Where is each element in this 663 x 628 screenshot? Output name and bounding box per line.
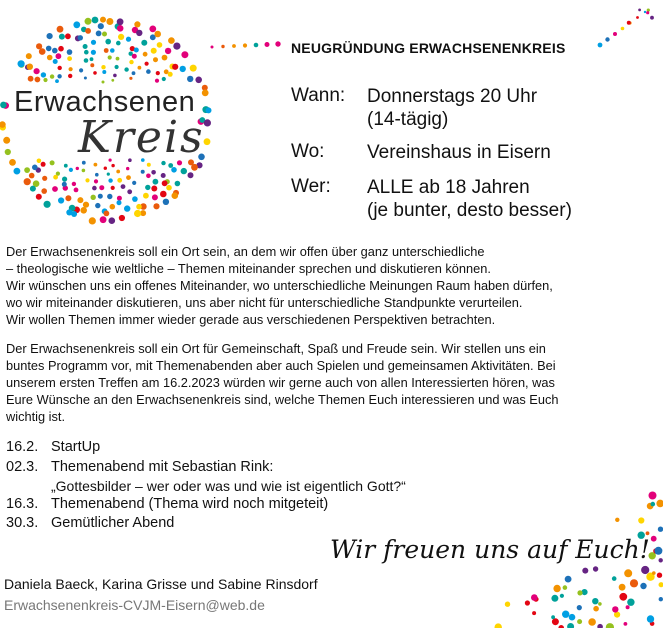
confetti-dot: [73, 21, 80, 28]
confetti-dot: [109, 217, 116, 224]
confetti-dot: [50, 74, 54, 78]
confetti-dot: [126, 175, 131, 180]
confetti-dot: [532, 611, 536, 615]
confetti-dot: [119, 215, 125, 221]
confetti-dot: [151, 48, 157, 54]
confetti-dot: [57, 26, 64, 33]
confetti-dot: [85, 178, 89, 182]
confetti-dot: [195, 77, 202, 84]
schedule-item-text: Gemütlicher Abend: [51, 515, 175, 531]
paragraph-line: wo wir miteinander diskutieren, uns aber nicht für unterschiedliche Standpunkte verurteilen.: [6, 295, 523, 310]
confetti-dot: [232, 44, 236, 48]
confetti-dot: [99, 185, 104, 190]
confetti-dot: [36, 43, 42, 49]
confetti-dot: [85, 18, 92, 25]
confetti-dot: [90, 63, 94, 67]
confetti-dot: [243, 43, 247, 47]
paragraph-line: buntes Programm vor, mit Themenabenden aber auch Spielen und gemeinsamen Aktivitäten. Bei: [6, 358, 556, 373]
confetti-dot: [132, 54, 137, 59]
confetti-dot: [162, 77, 166, 81]
confetti-dot: [111, 79, 114, 82]
confetti-dot: [162, 55, 168, 61]
confetti-dot: [211, 46, 214, 49]
confetti-dot: [110, 48, 115, 53]
confetti-dot: [58, 66, 62, 70]
confetti-dot: [161, 173, 166, 178]
confetti-dot: [74, 188, 79, 193]
confetti-dot: [136, 30, 142, 36]
confetti-dot: [102, 70, 106, 74]
confetti-dot: [30, 186, 36, 192]
confetti-dot: [593, 606, 599, 612]
confetti-dot: [111, 186, 115, 190]
confetti-dot: [171, 167, 177, 173]
confetti-dot: [650, 16, 654, 20]
confetti-dot: [531, 594, 538, 601]
confetti-dot: [155, 79, 159, 83]
confetti-dot: [190, 65, 197, 72]
confetti-dot: [46, 46, 52, 52]
confetti-dot: [92, 17, 99, 24]
confetti-dot: [173, 43, 180, 50]
confetti-dot: [168, 72, 173, 77]
confetti-dot: [104, 211, 110, 217]
paragraph-line: Der Erwachsenenkreis soll ein Ort sein, an dem wir offen über ganz unterschiedliche: [6, 244, 485, 259]
confetti-dot: [102, 81, 105, 84]
confetti-dot: [62, 177, 67, 182]
confetti-dot: [18, 60, 25, 67]
confetti-dot: [638, 517, 644, 523]
confetti-dot: [134, 21, 140, 27]
confetti-dot: [612, 576, 617, 581]
confetti-dot: [598, 602, 602, 606]
confetti-dot: [117, 18, 124, 25]
confetti-dot: [624, 622, 628, 626]
confetti-dot: [92, 186, 97, 191]
paragraph-line: Wir wollen Themen immer wieder gerade aus verschiedenen Perspektiven betrachten.: [6, 312, 496, 327]
confetti-dot: [47, 55, 53, 61]
confetti-dot: [84, 50, 89, 55]
info-value-line: Donnerstags 20 Uhr: [367, 86, 538, 107]
confetti-dot: [647, 615, 654, 622]
confetti-dot: [93, 71, 97, 75]
confetti-dot: [9, 159, 16, 166]
confetti-dot: [562, 611, 569, 618]
confetti-dot: [162, 180, 168, 186]
confetti-dot: [134, 210, 141, 217]
confetti-dot: [641, 566, 649, 574]
confetti-dot: [659, 558, 663, 562]
confetti-dot: [65, 195, 71, 201]
confetti-dot: [116, 57, 120, 61]
info-value-line: (je bunter, desto besser): [367, 200, 572, 221]
confetti-dot: [83, 202, 89, 208]
confetti-dot: [126, 167, 129, 170]
confetti-dot: [577, 605, 582, 610]
confetti-dot: [78, 35, 83, 40]
confetti-dot: [626, 605, 630, 609]
schedule-date: 16.3.: [6, 496, 39, 512]
confetti-dot: [646, 11, 649, 14]
confetti-dot: [5, 149, 11, 155]
confetti-dot: [117, 196, 122, 201]
confetti-dot: [129, 60, 133, 64]
confetti-dot: [145, 62, 149, 66]
confetti-dot: [118, 34, 124, 40]
confetti-dot: [65, 33, 71, 39]
confetti-dot: [84, 58, 89, 63]
confetti-dot: [110, 204, 116, 210]
confetti-dot: [64, 164, 68, 168]
confetti-dot: [153, 57, 158, 62]
confetti-dot: [98, 23, 104, 29]
schedule-date: 02.3.: [6, 459, 39, 475]
info-value-line: (14-tägig): [367, 109, 449, 130]
confetti-dot: [29, 173, 35, 179]
confetti-dot: [651, 502, 656, 507]
confetti-dot: [27, 63, 33, 69]
confetti-dot: [652, 571, 656, 575]
closing-greeting: Wir freuen uns auf Euch!: [330, 535, 650, 564]
confetti-dot: [156, 71, 160, 75]
confetti-dot: [101, 65, 105, 69]
confetti-dot: [172, 192, 179, 199]
confetti-dot: [56, 53, 62, 59]
paragraph-line: Wir wünschen uns ein offenes Miteinander, wo unterschiedliche Meinungen Raum haben dürfen,: [6, 278, 553, 293]
confetti-dot: [606, 623, 614, 628]
confetti-dot: [107, 173, 110, 176]
info-value-who: [367, 176, 572, 222]
confetti-dot: [95, 173, 99, 177]
community-paragraph: [6, 340, 656, 425]
confetti-dot: [187, 76, 193, 82]
confetti-dot: [565, 576, 572, 583]
confetti-dot: [627, 21, 631, 25]
confetti-dot: [593, 566, 598, 571]
confetti-dot: [638, 9, 641, 12]
paragraph-line: unserem ersten Treffen am 16.2.2023 würden wir gerne auch von allen Interessierten hören, was: [6, 375, 555, 390]
paragraph-line: wichtig ist.: [6, 409, 66, 424]
confetti-dot: [105, 39, 111, 45]
confetti-dot: [69, 168, 73, 172]
confetti-dot: [121, 184, 126, 189]
page-title: NEUGRÜNDUNG ERWACHSENENKREIS: [291, 40, 566, 56]
confetti-dot: [58, 197, 64, 203]
confetti-dot: [95, 203, 100, 208]
confetti-dot: [567, 623, 574, 628]
confetti-dot: [44, 201, 51, 208]
confetti-dot: [76, 167, 79, 170]
confetti-dot: [117, 200, 122, 205]
confetti-dot: [621, 27, 625, 31]
confetti-dot: [597, 624, 603, 628]
confetti-dot: [180, 66, 186, 72]
confetti-dot: [32, 165, 38, 171]
organizer-names: Daniela Baeck, Karina Grisse und Sabine Rinsdorf: [4, 576, 318, 592]
info-value-line: ALLE ab 18 Jahren: [367, 177, 530, 198]
confetti-dot: [115, 65, 119, 69]
confetti-dot: [657, 573, 662, 578]
confetti-dot: [55, 79, 59, 83]
confetti-dot: [147, 163, 151, 167]
info-value-where: [367, 141, 551, 164]
confetti-dot: [100, 216, 107, 223]
confetti-dot: [50, 160, 55, 165]
confetti-dot: [24, 167, 30, 173]
confetti-dot: [100, 17, 106, 23]
confetti-dot: [90, 57, 94, 61]
confetti-dot: [117, 25, 124, 32]
confetti-dot: [615, 518, 619, 522]
confetti-dot: [36, 194, 42, 200]
confetti-dot: [505, 602, 510, 607]
schedule-item-text: Themenabend mit Sebastian Rink:: [51, 459, 274, 475]
confetti-dot: [102, 32, 107, 37]
confetti-dot: [592, 598, 598, 604]
info-value-line: Vereinshaus in Eisern: [367, 142, 551, 163]
confetti-dot: [168, 163, 173, 168]
confetti-dot: [221, 45, 224, 48]
confetti-dot: [0, 102, 7, 109]
confetti-dot: [138, 66, 142, 70]
logo-wordmark-kreis: Kreis: [78, 112, 205, 163]
confetti-dot: [151, 170, 156, 175]
confetti-dot: [168, 37, 175, 44]
confetti-dot: [563, 585, 568, 590]
confetti-dot: [108, 178, 112, 182]
info-label-who: Wer:: [291, 176, 331, 197]
paragraph-line: Der Erwachsenenkreis soll ein Ort für Gemeinschaft, Spaß und Freude sein. Wir stellen uns ein: [6, 341, 546, 356]
confetti-dot: [53, 175, 58, 180]
confetti-dot: [91, 40, 96, 45]
confetti-dot: [127, 189, 132, 194]
confetti-dot: [37, 159, 42, 164]
confetti-dot: [28, 76, 34, 82]
confetti-dot: [47, 33, 53, 39]
confetti-dot: [275, 41, 280, 46]
confetti-dot: [91, 50, 96, 55]
confetti-dot: [654, 547, 662, 555]
schedule-item-text: Themenabend (Thema wird noch mitgeteit): [51, 496, 329, 512]
confetti-dot: [612, 606, 618, 612]
confetti-dot: [577, 590, 582, 595]
confetti-dot: [14, 168, 21, 175]
confetti-dot: [57, 74, 61, 78]
confetti-dot: [41, 188, 47, 194]
confetti-dot: [551, 595, 558, 602]
paragraph-line: Eure Wünsche an den Erwachsenenkreis sind, welche Themen Euch interessieren und was Euch: [6, 392, 559, 407]
confetti-dot: [495, 623, 502, 628]
confetti-dot: [80, 207, 87, 214]
confetti-dot: [640, 583, 646, 589]
confetti-dot: [124, 205, 130, 211]
confetti-dot: [41, 162, 46, 167]
schedule-item-text: StartUp: [51, 439, 101, 455]
confetti-dot: [3, 137, 10, 144]
intro-paragraph: [6, 243, 656, 328]
confetti-dot: [188, 172, 194, 178]
confetti-dot: [134, 48, 139, 53]
confetti-dot: [52, 48, 58, 54]
schedule-date: 30.3.: [6, 515, 39, 531]
confetti-dot: [624, 569, 632, 577]
confetti-dot: [577, 619, 582, 624]
confetti-dot: [26, 53, 32, 59]
confetti-dot: [619, 584, 626, 591]
confetti-dot: [163, 199, 169, 205]
confetti-dot: [132, 71, 136, 75]
confetti-dot: [552, 618, 559, 625]
schedule-item-subtext: „Gottesbilder – wer oder was und wie ist eigentlich Gott?“: [51, 478, 406, 494]
confetti-dot: [560, 594, 564, 598]
confetti-dot: [146, 174, 151, 179]
confetti-dot: [659, 582, 663, 587]
confetti-dot: [166, 185, 172, 191]
confetti-dot: [172, 64, 178, 70]
confetti-dot: [67, 49, 73, 55]
paragraph-line: – theologische wie weltliche – Themen miteinander sprechen und diskutieren können.: [6, 261, 491, 276]
confetti-dot: [72, 182, 76, 186]
confetti-dot: [132, 196, 138, 202]
confetti-dot: [136, 204, 142, 210]
confetti-dot: [58, 46, 64, 52]
confetti-dot: [613, 32, 617, 36]
confetti-dot: [553, 585, 560, 592]
info-label-where: Wo:: [291, 141, 325, 162]
confetti-dot: [96, 31, 102, 37]
confetti-dot: [154, 31, 161, 38]
confetti-dot: [265, 42, 270, 47]
schedule-date: 16.2.: [6, 439, 39, 455]
confetti-dot: [116, 41, 121, 46]
confetti-dot: [126, 37, 131, 42]
confetti-dot: [113, 74, 117, 78]
confetti-dot: [34, 68, 40, 74]
confetti-dot: [43, 78, 47, 82]
confetti-dot: [153, 179, 159, 185]
confetti-dot: [658, 527, 663, 532]
confetti-dot: [84, 77, 87, 80]
confetti-dot: [89, 217, 96, 224]
info-label-when: Wann:: [291, 85, 346, 106]
confetti-dot: [69, 67, 73, 71]
confetti-dot: [141, 40, 147, 46]
confetti-dot: [67, 56, 72, 61]
confetti-dot: [132, 181, 136, 185]
confetti-dot: [146, 69, 151, 74]
confetti-dot: [582, 568, 588, 574]
confetti-dot: [160, 191, 167, 198]
confetti-dot: [59, 34, 65, 40]
confetti-dot: [143, 193, 149, 199]
confetti-dot: [41, 72, 46, 77]
confetti-dot: [254, 43, 259, 48]
confetti-dot: [153, 203, 159, 209]
confetti-dot: [588, 618, 596, 626]
confetti-dot: [181, 168, 187, 174]
confetti-dot: [107, 194, 112, 199]
confetti-dot: [52, 186, 58, 192]
confetti-dot: [68, 74, 72, 78]
confetti-dot: [605, 37, 609, 41]
confetti-dot: [62, 182, 67, 187]
confetti-dot: [53, 59, 58, 64]
confetti-dot: [202, 90, 209, 97]
confetti-dot: [636, 16, 639, 19]
confetti-dot: [94, 179, 98, 183]
confetti-dot: [659, 597, 663, 601]
confetti-dot: [141, 170, 145, 174]
info-value-when: [367, 85, 537, 131]
confetti-dot: [619, 593, 627, 601]
confetti-dot: [111, 164, 114, 167]
confetti-dot: [157, 42, 163, 48]
confetti-dot: [77, 197, 83, 203]
confetti-dot: [129, 77, 132, 80]
confetti-dot: [651, 536, 657, 542]
confetti-dot: [24, 178, 31, 185]
confetti-dot: [181, 51, 188, 58]
confetti-dot: [83, 44, 88, 49]
confetti-dot: [104, 48, 109, 53]
confetti-dot: [145, 185, 150, 190]
confetti-dot: [649, 492, 657, 500]
confetti-dot: [627, 599, 634, 606]
confetti-dot: [66, 209, 72, 215]
confetti-dot: [116, 170, 120, 174]
logo-wordmark-erwachsenen: Erwachsenen: [14, 86, 196, 118]
confetti-dot: [191, 164, 198, 171]
confetti-dot: [98, 194, 103, 199]
confetti-dot: [117, 178, 122, 183]
confetti-dot: [35, 77, 41, 83]
confetti-dot: [82, 169, 86, 173]
confetti-dot: [525, 600, 530, 605]
confetti-dot: [630, 579, 638, 587]
confetti-dot: [143, 52, 148, 57]
confetti-dot: [91, 195, 96, 200]
confetti-dot: [165, 48, 171, 54]
confetti-dot: [149, 26, 156, 33]
confetti-dot: [656, 500, 663, 508]
confetti-dot: [551, 615, 555, 619]
confetti-dot: [104, 167, 107, 170]
confetti-dot: [124, 67, 128, 71]
confetti-dot: [175, 181, 181, 187]
confetti-dot: [108, 55, 112, 59]
confetti-dot: [569, 614, 576, 621]
confetti-dot: [42, 176, 47, 181]
confetti-dot: [152, 194, 158, 200]
confetti-dot: [598, 43, 603, 48]
confetti-dot: [106, 18, 113, 25]
confetti-dot: [206, 107, 212, 113]
confetti-dot: [94, 163, 98, 167]
confetti-dot: [644, 11, 646, 13]
confetti-dot: [85, 28, 91, 34]
confetti-dot: [151, 186, 157, 192]
contact-email-link[interactable]: Erwachsenenkreis-CVJM-Eisern@web.de: [4, 597, 265, 613]
confetti-dot: [79, 68, 83, 72]
